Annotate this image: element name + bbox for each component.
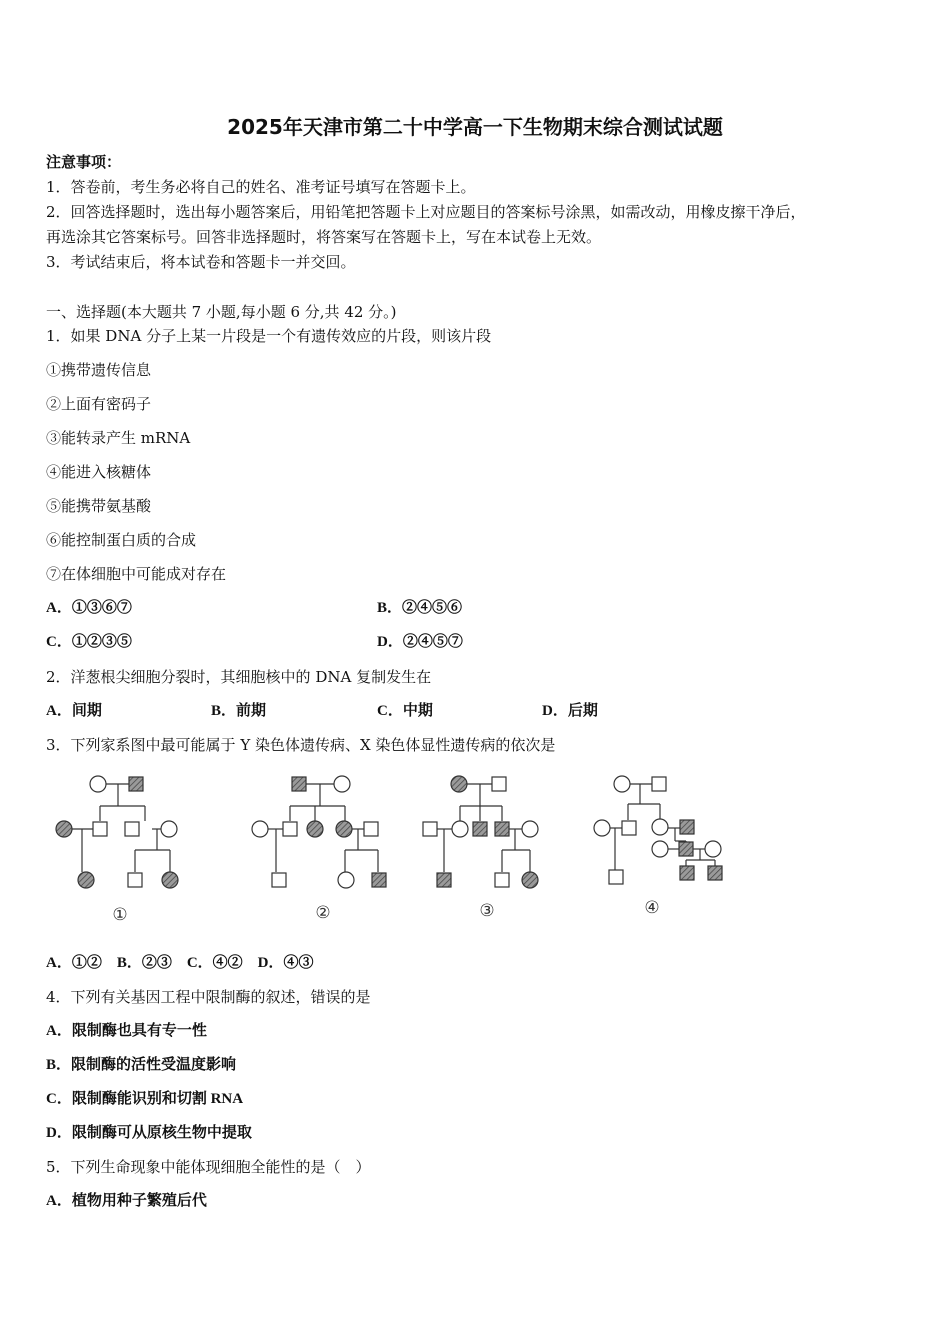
pedigree-1 <box>56 776 178 888</box>
q4-stem: 4．下列有关基因工程中限制酶的叙述，错误的是 <box>46 988 371 1006</box>
notice-item-3: 3．考试结束后，将本试卷和答题卡一并交回。 <box>46 253 356 271</box>
q1-item-5: ⑤能携带氨基酸 <box>46 497 152 515</box>
q1-item-4: ④能进入核糖体 <box>46 463 152 481</box>
q1-item-1: ①携带遗传信息 <box>46 361 152 379</box>
pedigree-3 <box>423 776 538 888</box>
q4-option-d: D．限制酶可从原核生物中提取 <box>46 1125 252 1141</box>
q4-option-c: C．限制酶能识别和切割 RNA <box>46 1091 244 1107</box>
q1-stem: 1．如果 DNA 分子上某一片段是一个有遗传效应的片段，则该片段 <box>46 327 492 345</box>
q2-option-d: D．后期 <box>542 703 598 719</box>
q5-stem: 5．下列生命现象中能体现细胞全能性的是（ ） <box>46 1158 371 1176</box>
q2-stem: 2．洋葱根尖细胞分裂时，其细胞核中的 DNA 复制发生在 <box>46 668 432 686</box>
q1-item-6: ⑥能控制蛋白质的合成 <box>46 531 197 549</box>
notice-item-2a: 2．回答选择题时，选出每小题答案后，用铅笔把答题卡上对应题目的答案标号涂黑，如需改动，用橡皮擦干净后， <box>46 203 806 221</box>
notice-heading: 注意事项： <box>46 153 122 171</box>
q1-item-7: ⑦在体细胞中可能成对存在 <box>46 565 227 583</box>
pedigree-label-4: ④ <box>644 898 660 918</box>
q1-item-3: ③能转录产生 mRNA <box>46 429 191 447</box>
q2-option-a: A．间期 <box>46 703 102 719</box>
pedigree-label-2: ② <box>315 903 331 923</box>
notice-item-2b: 再选涂其它答案标号。回答非选择题时，将答案写在答题卡上，写在本试卷上无效。 <box>46 228 602 246</box>
pedigree-label-1: ① <box>112 905 128 925</box>
q4-option-a: A．限制酶也具有专一性 <box>46 1023 207 1039</box>
page-title: 2025年天津市第二十中学高一下生物期末综合测试试题 <box>227 115 723 139</box>
q1-option-c: C．①②③⑤ <box>46 634 132 650</box>
q3-stem: 3．下列家系图中最可能属于 Y 染色体遗传病、X 染色体显性遗传病的依次是 <box>46 736 556 754</box>
q2-option-b: B．前期 <box>211 703 267 719</box>
q3-options: A．①② B．②③ C．④② D．④③ <box>46 955 314 971</box>
pedigree-label-3: ③ <box>479 901 495 921</box>
pedigree-4 <box>594 776 722 884</box>
q5-option-a: A．植物用种子繁殖后代 <box>46 1193 207 1209</box>
q1-item-2: ②上面有密码子 <box>46 395 152 413</box>
pedigree-2 <box>252 776 386 888</box>
pedigree-figure <box>40 768 740 928</box>
q1-option-a: A．①③⑥⑦ <box>46 600 132 616</box>
section-heading: 一、选择题(本大题共 7 小题,每小题 6 分,共 42 分。) <box>46 303 397 321</box>
q1-option-d: D．②④⑤⑦ <box>377 634 463 650</box>
q1-option-b: B．②④⑤⑥ <box>377 600 463 616</box>
q2-option-c: C．中期 <box>377 703 433 719</box>
q4-option-b: B．限制酶的活性受温度影响 <box>46 1057 237 1073</box>
notice-item-1: 1．答卷前，考生务必将自己的姓名、准考证号填写在答题卡上。 <box>46 178 476 196</box>
